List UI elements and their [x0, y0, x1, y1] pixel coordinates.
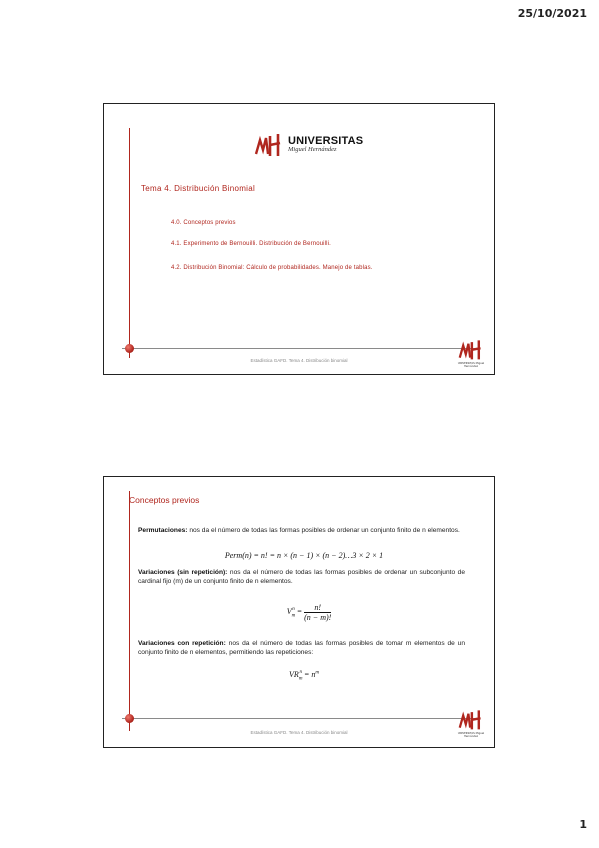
slide-horizontal-rule — [122, 348, 476, 349]
permutations-paragraph — [138, 527, 465, 536]
permutations-formula: Perm(n) = n! = n × (n − 1) × (n − 2)…3 × 2 × 1 — [224, 551, 384, 560]
toc-item: 4.2. Distribución Binomial: Cálculo de probabilidades. Manejo de tablas. — [171, 265, 373, 271]
variations-sub: m — [291, 613, 296, 619]
variations-paragraph — [138, 569, 465, 586]
permutations-text: nos da el número de todas las formas posibles de ordenar un conjunto finito de n elementos. — [187, 527, 460, 534]
variations-sup: n — [292, 607, 295, 613]
small-logo-caption: UNIVERSITAS Miguel Hernández — [457, 732, 485, 738]
variations-repetition-sub: m — [298, 676, 303, 682]
slide-footer: Estadística GAFD. Tema 4. Distribución binomial — [250, 358, 348, 363]
variations-numerator: n! — [304, 603, 331, 613]
umh-small-logo-icon — [458, 706, 484, 732]
variations-symbol: V — [286, 606, 292, 616]
page-date: 25/10/2021 — [517, 7, 587, 20]
slide-title: Conceptos previos — [129, 495, 200, 505]
variations-repetition-sup: n — [299, 670, 302, 676]
slide-title: Tema 4. Distribución Binomial — [141, 184, 256, 193]
variations-formula: $V_m^n$ = $\frac{n!}{(n - m)!}$ — [286, 603, 332, 622]
variations-repetition-text: nos da el número de todas las formas posibles de tomar m elementos de un conjunto finito de n elementos, permitiendo las repeticiones: — [138, 640, 466, 656]
university-name: UNIVERSITAS — [288, 135, 364, 147]
slide-2 — [103, 476, 495, 748]
variations-repetition-exp: m — [315, 670, 319, 676]
variations-text: nos da el número de todas las formas posibles de ordenar un subconjunto de cardinal fijo (m) de un conjunto finito de n elementos. — [138, 569, 465, 585]
variations-term: Variaciones (sin repetición): — [138, 569, 228, 576]
university-subname: Miguel Hernández — [288, 146, 337, 153]
slide-vertical-rule — [129, 128, 130, 358]
slide-vertical-rule — [129, 491, 130, 731]
umh-logo-icon — [254, 130, 284, 158]
variations-repetition-paragraph — [138, 640, 465, 657]
variations-repetition-rhs: = n — [303, 670, 316, 679]
variations-denominator: (n − m)! — [304, 613, 332, 622]
toc-item: 4.1. Experimento de Bernouilli. Distribución de Bernouilli. — [171, 241, 331, 247]
variations-repetition-formula — [264, 670, 344, 682]
variations-repetition-term: Variaciones con repetición: — [138, 640, 226, 647]
page-number: 1 — [579, 818, 587, 831]
university-logo — [254, 130, 363, 158]
permutations-term: Permutaciones: — [138, 527, 188, 534]
variations-repetition-symbol: VR — [289, 670, 299, 679]
slide-bullet-ball — [125, 714, 134, 723]
slide-footer: Estadística GAFD. Tema 4. Distribución binomial — [250, 730, 348, 735]
toc-item: 4.0. Conceptos previos — [171, 220, 236, 226]
slide-bullet-ball — [125, 344, 134, 353]
slide-horizontal-rule — [122, 718, 476, 719]
slide-1 — [103, 103, 495, 375]
small-logo-caption: UNIVERSITAS Miguel Hernández — [457, 362, 485, 368]
